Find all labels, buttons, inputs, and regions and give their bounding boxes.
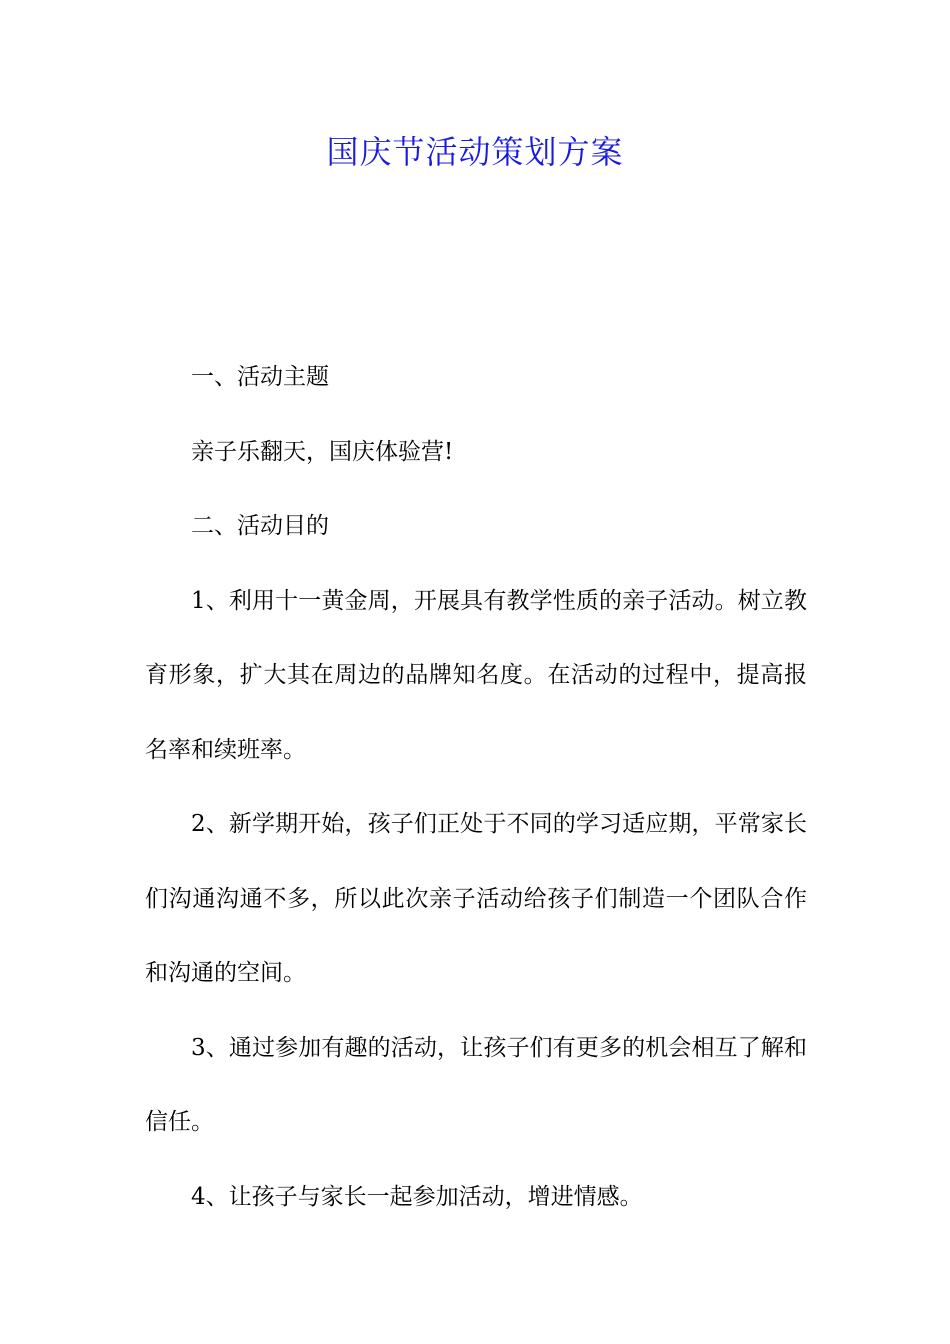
purpose-item-1: 1、利用十一黄金周，开展具有教学性质的亲子活动。树立教育形象，扩大其在周边的品牌知名度。在活动的过程中，提高报名率和续班率。	[145, 587, 807, 763]
purpose-item-2: 2、新学期开始，孩子们正处于不同的学习适应期，平常家长们沟通沟通不多，所以此次亲子活动给孩子们制造一个团队合作和沟通的空间。	[145, 811, 807, 986]
section-heading-purpose: 二、活动目的	[191, 513, 329, 539]
section-heading-theme: 一、活动主题	[191, 364, 329, 390]
document-body	[145, 340, 807, 1234]
document-title: 国庆节活动策划方案	[326, 133, 624, 171]
purpose-item-4: 4、让孩子与家长一起参加活动，增进情感。	[191, 1183, 643, 1210]
theme-text: 亲子乐翻天，国庆体验营!	[191, 438, 454, 465]
purpose-item-3: 3、通过参加有趣的活动，让孩子们有更多的机会相互了解和信任。	[145, 1034, 807, 1135]
